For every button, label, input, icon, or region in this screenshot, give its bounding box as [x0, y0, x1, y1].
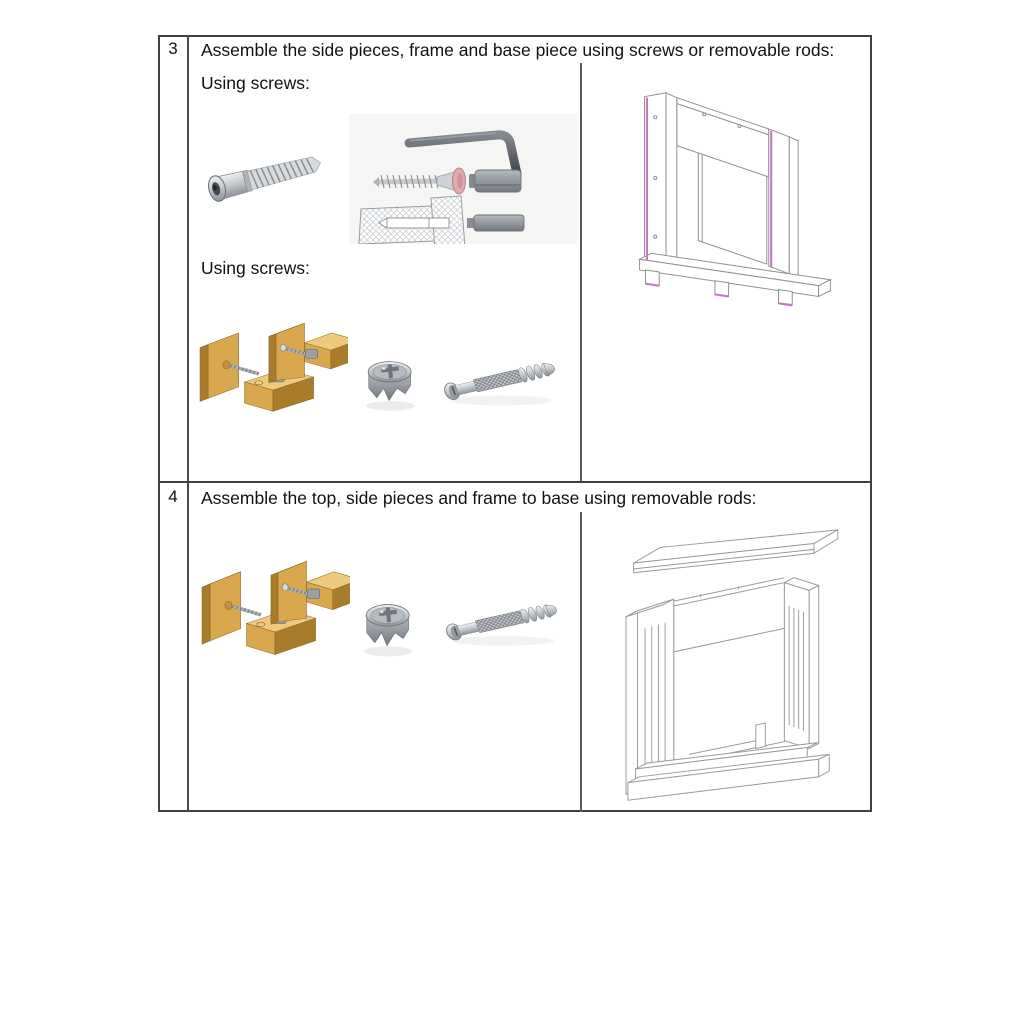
step3-section2-label: Using screws: [201, 258, 310, 278]
step4-number: 4 [168, 487, 178, 506]
allen-key-screw-sleeve-image [349, 114, 577, 244]
cam-lock-fitting-image [356, 588, 420, 660]
knurled-dowel-bolt-image [438, 586, 568, 656]
step4-column-divider [580, 512, 582, 812]
step3-section1-label: Using screws: [201, 73, 310, 93]
floating-top-shelf [634, 530, 838, 573]
step4-instruction: Assemble the top, side pieces and frame to base using removable rods: [201, 488, 757, 508]
knurled-dowel-bolt-image [436, 344, 566, 416]
mantel-assembly-diagram [605, 524, 855, 809]
cam-dowel-wood-joint-image [196, 320, 348, 426]
cam-dowel-wood-joint-image [198, 558, 350, 670]
frame-assembly-diagram [622, 82, 847, 317]
confirmat-screw-image [198, 140, 333, 212]
step3-number: 3 [168, 39, 178, 58]
step3-column-divider [580, 63, 582, 481]
number-column-divider [187, 35, 189, 812]
row-divider [158, 481, 872, 483]
step3-instruction: Assemble the side pieces, frame and base piece using screws or removable rods: [201, 40, 835, 60]
cam-lock-fitting-image [358, 346, 422, 414]
